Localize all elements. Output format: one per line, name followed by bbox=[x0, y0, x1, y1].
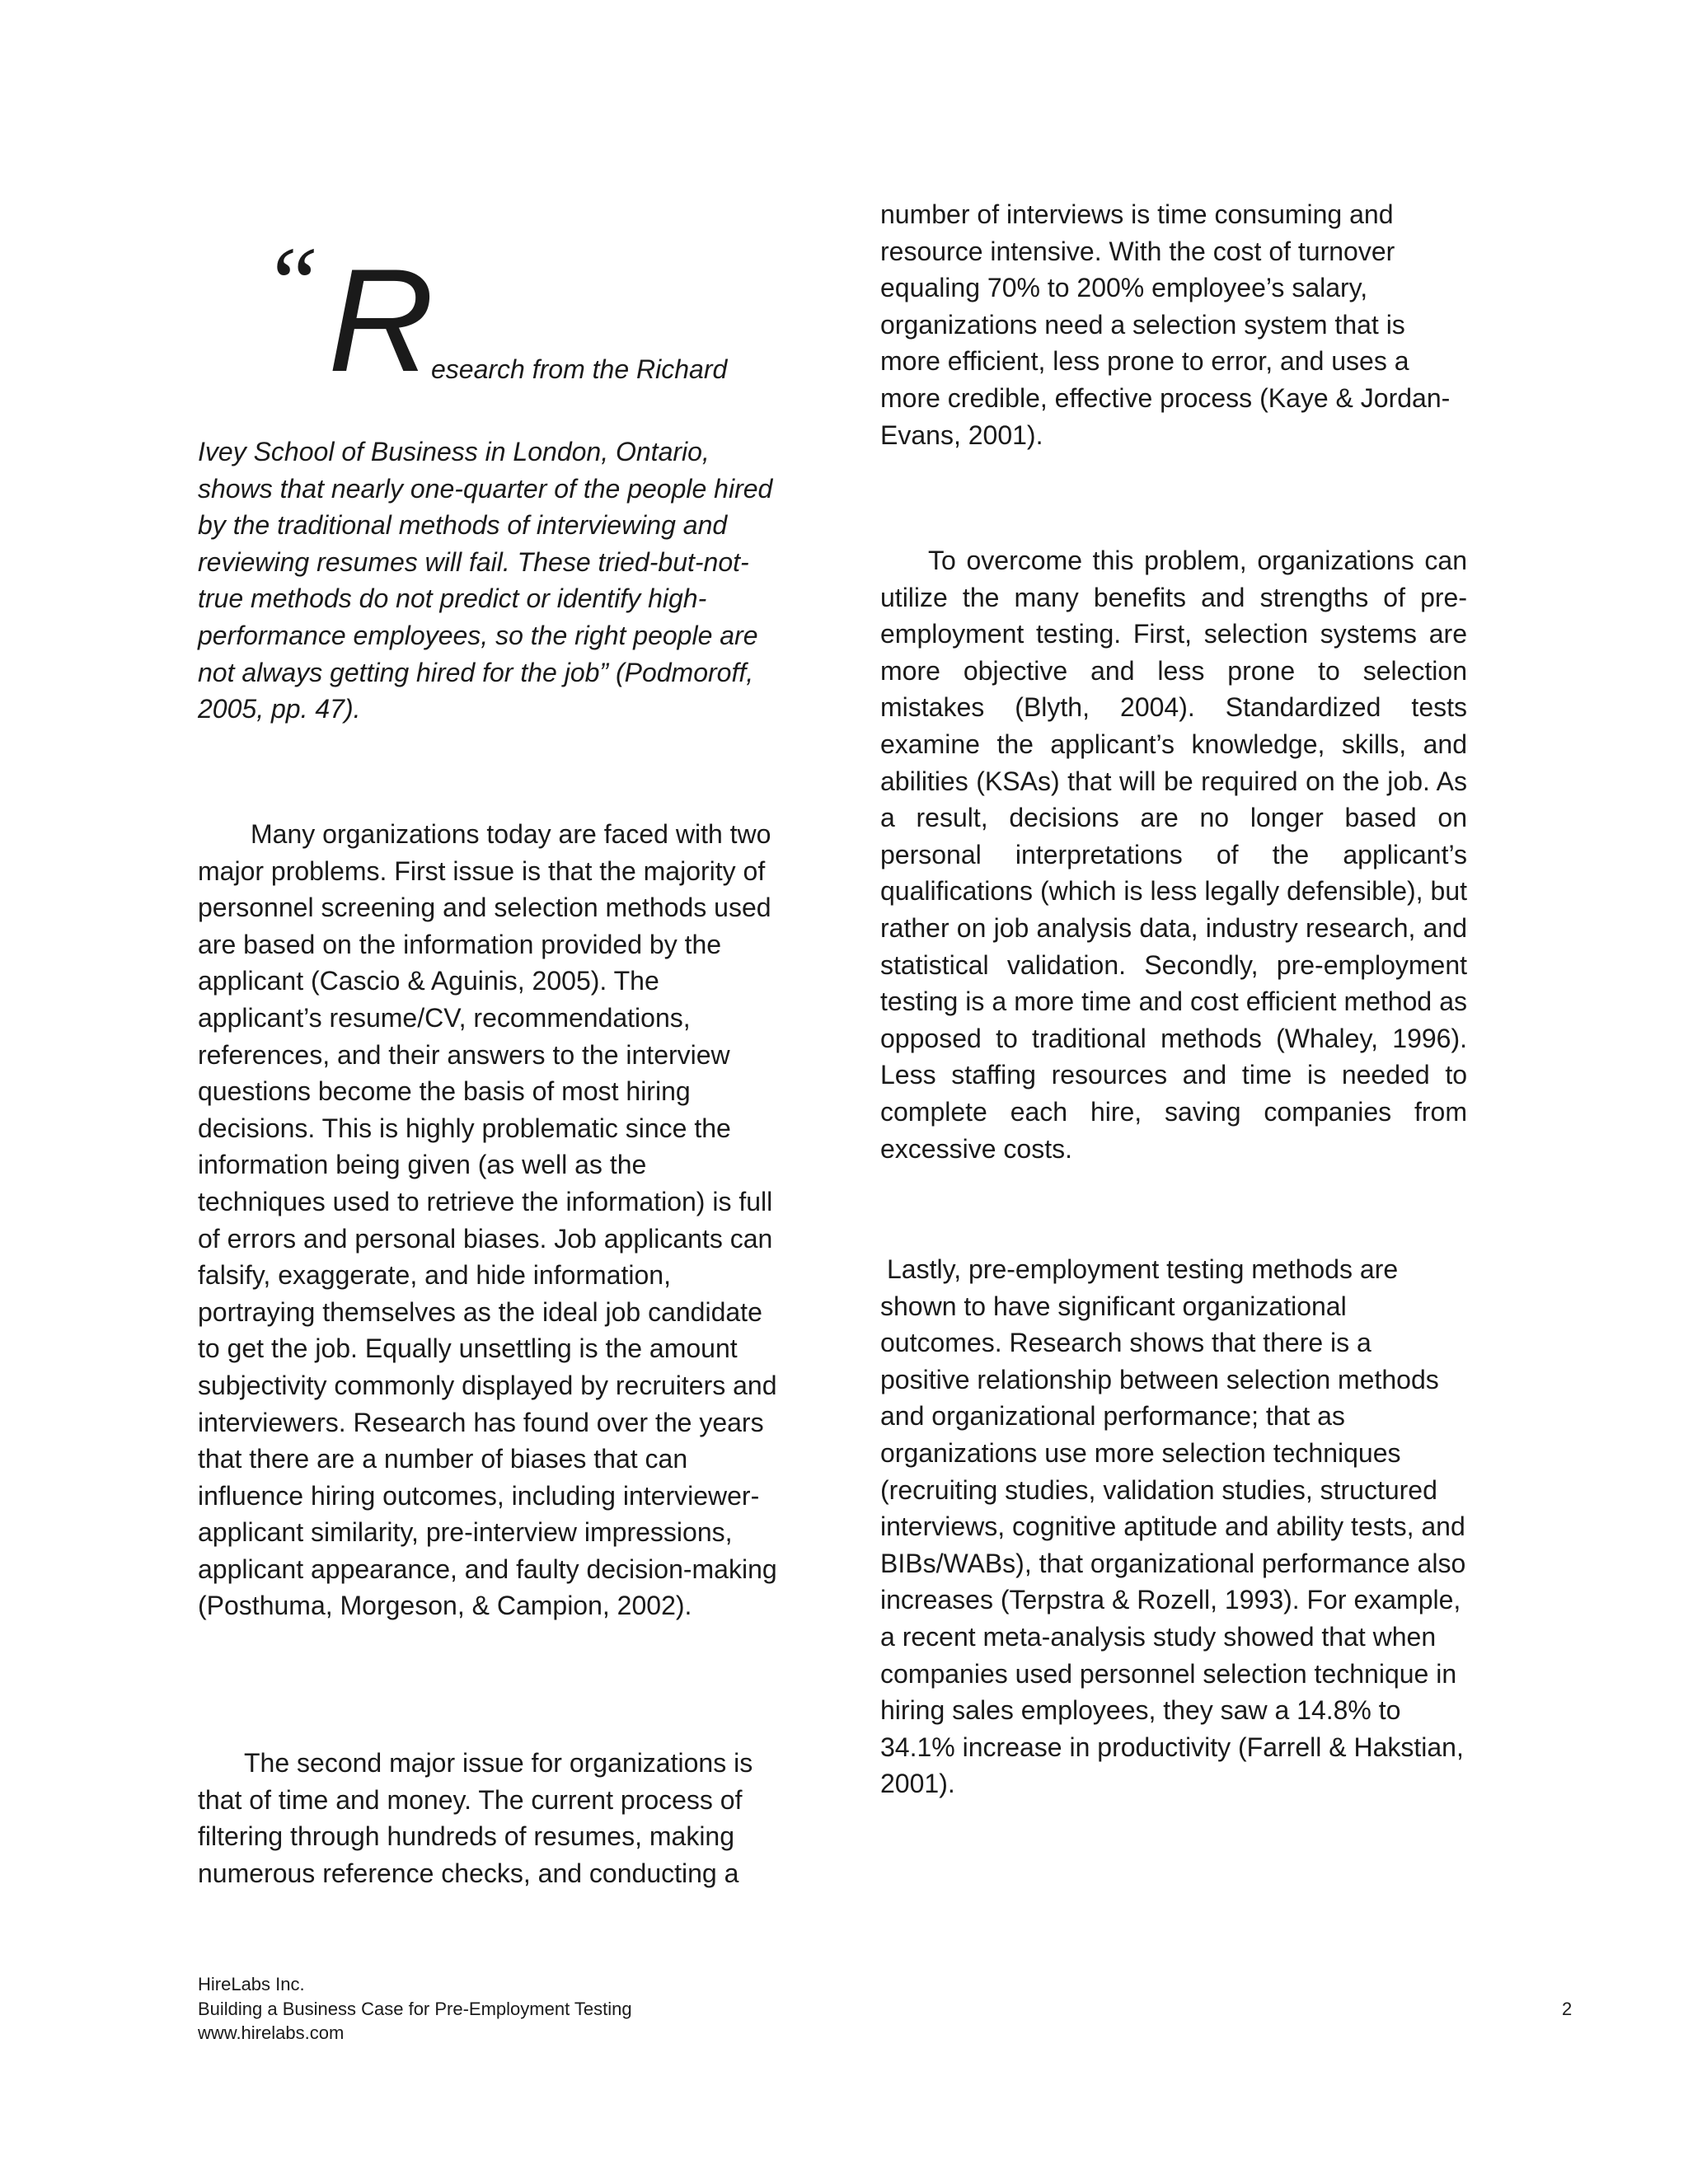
pull-quote-text: Ivey School of Business in London, Ontario, shows that nearly one-quarter of the people hired by the traditional methods of interviewing and reviewing resumes will fail. These tried-but-not-true methods do not predict or identify high-performance employees, so the right people are not always getting hired for the job” (Podmoroff, 2005, pp. 47). bbox=[198, 437, 773, 724]
footer-website: www.hirelabs.com bbox=[198, 2022, 345, 2043]
drop-cap-letter: R bbox=[328, 238, 434, 402]
left-paragraph-1-text: Many organizations today are faced with two major problems. First issue is that the majority of personnel screening and selection methods used are based on the information provided by the applicant (Cascio & Aguinis, 2005). The applicant’s resume/CV, recommendations, references, and their answers to the interview questions become the basis of most hiring decisions. This is highly problematic since the information being given (as well as the techniques used to retrieve the information) is full of errors and personal biases. Job applicants can falsify, exaggerate, and hide information, portraying themselves as the ideal job candidate to get the job. Equally unsettling is the amount subjectivity commonly displayed by recruiters and interviewers. Research has found over the years that there are a number of biases that can influence hiring outcomes, including interviewer-applicant similarity, pre-interview impressions, applicant appearance, and faulty decision-making (Posthuma, Morgeson, & Campion, 2002). bbox=[198, 819, 777, 1621]
pull-quote-lead: esearch from the Richard bbox=[431, 354, 728, 384]
right-paragraph-3-text: Lastly, pre-employment testing methods are shown to have significant organizational outcomes. Research shows that there is a positive relationship between selection methods and organizational performance; that as organizations use more selection techniques (recruiting studies, validation studies, structured interviews, cognitive aptitude and ability tests, and BIBs/WABs), that organizational performance also increases (Terpstra & Rozell, 1993). For example, a recent meta-analysis study showed that when companies used personnel selection technique in hiring sales employees, they saw a 14.8% to 34.1% increase in productivity (Farrell & Hakstian, 2001). bbox=[880, 1254, 1466, 1799]
footer-document-title: Building a Business Case for Pre-Employment Testing bbox=[198, 1998, 632, 2019]
right-paragraph-2-text: To overcome this problem, organizations can utilize the many benefits and strengths of pre-employment testing. First, selection systems are more objective and less prone to selection mistakes (Blyth, 2004). Standardized tests examine the applicant’s knowledge, skills, and abilities (KSAs) that will be required on the job. As a result, decisions are no longer based on personal interpretations of the applicant’s qualifications (which is less legally defensible), but rather on job analysis data, industry research, and statistical validation. Secondly, pre-employment testing is a more time and cost efficient method as opposed to traditional methods (Whaley, 1996). Less staffing resources and time is needed to complete each hire, saving companies from excessive costs. bbox=[880, 546, 1467, 1164]
right-paragraph-1 bbox=[880, 196, 1457, 453]
page-number: 2 bbox=[1562, 1999, 1573, 2019]
right-paragraph-1-text: number of interviews is time consuming and resource intensive. With the cost of turnover equaling 70% to 200% employee’s salary, organizations need a selection system that is more efficient, less prone to error, and uses a more credible, effective process (Kaye & Jordan-Evans, 2001). bbox=[880, 199, 1451, 450]
open-quote-mark: “ bbox=[262, 227, 320, 340]
page-footer bbox=[198, 1972, 632, 2046]
footer-company: HireLabs Inc. bbox=[198, 1974, 305, 1994]
right-paragraph-2 bbox=[880, 542, 1467, 1167]
pull-quote-header bbox=[262, 227, 790, 402]
pull-quote-body bbox=[198, 434, 783, 728]
right-paragraph-3 bbox=[880, 1251, 1467, 1802]
left-paragraph-2-text: The second major issue for organizations is that of time and money. The current process of filtering through hundreds of resumes, making numerous reference checks, and conducting a bbox=[198, 1748, 753, 1888]
left-paragraph-2 bbox=[198, 1745, 775, 1891]
left-paragraph-1 bbox=[198, 816, 779, 1624]
